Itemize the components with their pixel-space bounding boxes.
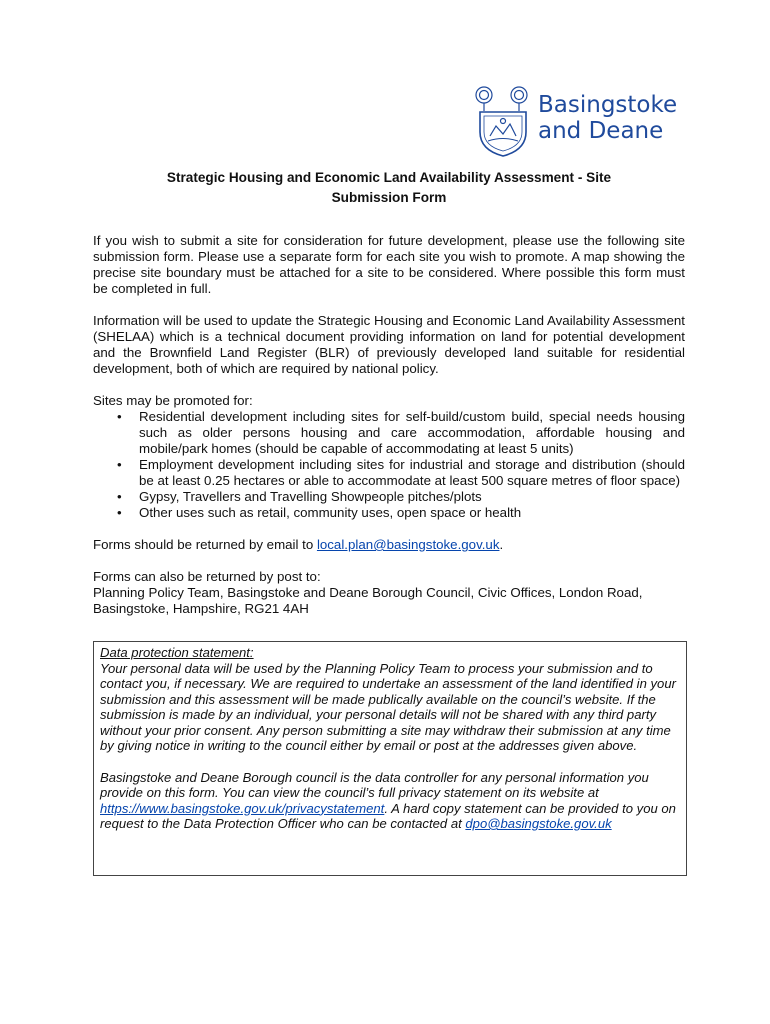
data-protection-paragraph-2 — [100, 770, 681, 832]
list-item: • Residential development including sites for self-build/custom build, special needs housing such as older persons housing and care accommodation, affordable housing and mobile/park homes (should be capable of accommodating at least 5 units) — [93, 409, 685, 457]
dp-para2-prefix: Basingstoke and Deane Borough council is the data controller for any personal information you provide on this form. You can view the council’s full privacy statement on its website at — [100, 769, 649, 800]
page-title — [93, 168, 685, 208]
page-title-line1: Strategic Housing and Economic Land Availability Assessment - Site — [166, 170, 612, 185]
data-protection-heading: Data protection statement: — [100, 645, 254, 660]
data-protection-paragraph-1: Your personal data will be used by the Planning Policy Team to process your submission and to contact you, if necessary. We are required to undertake an assessment of the land identified in your submission and this assessment will be made publically available on the council’s website. If the submission is made by an individual, your personal details will not be shared with any third party without your prior consent. Any person submitting a site may withdraw their submission at any time by giving notice in writing to the council either by email or post at the addresses given above. — [100, 660, 676, 753]
sites-list — [93, 409, 685, 521]
dpo-email-link[interactable]: dpo@basingstoke.gov.uk — [465, 816, 612, 831]
list-item: • Other uses such as retail, community uses, open space or health — [93, 505, 685, 521]
local-plan-email-link[interactable]: local.plan@basingstoke.gov.uk — [316, 537, 500, 552]
intro-paragraph: If you wish to submit a site for consideration for future development, please use the following site submission form. Please use a separate form for each site you wish to promote. A map showing the precise site boundary must be attached for a site to be considered. Where possible this form must be completed in full. — [93, 233, 685, 296]
postal-address: Planning Policy Team, Basingstoke and Deane Borough Council, Civic Offices, London Road, Basingstoke, Hampshire, RG21 4AH — [93, 585, 643, 616]
data-protection-box — [93, 641, 687, 876]
email-return-prefix: Forms should be returned by email to — [93, 537, 317, 552]
sites-heading: Sites may be promoted for: — [93, 393, 253, 408]
council-name — [538, 92, 677, 144]
email-return-suffix: . — [499, 537, 504, 552]
privacy-statement-link[interactable]: https://www.basingstoke.gov.uk/privacystatement — [100, 800, 385, 816]
dp-para2-middle: . A hard copy statement can be provided to you on request to the Data Protection Officer who can be contacted at — [100, 800, 676, 831]
council-logo — [472, 84, 682, 158]
post-return-line: Forms can also be returned by post to: — [93, 569, 321, 584]
page-title-line2: Submission Form — [331, 190, 447, 205]
council-name-line1: Basingstoke — [538, 92, 678, 118]
council-name-line2: and Deane — [538, 118, 664, 144]
info-paragraph: Information will be used to update the Strategic Housing and Economic Land Availability Assessment (SHELAA) which is a technical document providing information on land for potential development and the Brownfield Land Register (BLR) of previously developed land suitable for residential development, both of which are required by national policy. — [93, 313, 685, 376]
email-return-paragraph — [93, 537, 685, 553]
council-crest-icon — [472, 84, 534, 158]
document-body — [93, 233, 685, 617]
list-item: • Gypsy, Travellers and Travelling Showpeople pitches/plots — [93, 489, 685, 505]
list-item: • Employment development including sites for industrial and storage and distribution (should be at least 0.25 hectares or able to accommodate at least 500 square metres of floor space) — [93, 457, 685, 489]
